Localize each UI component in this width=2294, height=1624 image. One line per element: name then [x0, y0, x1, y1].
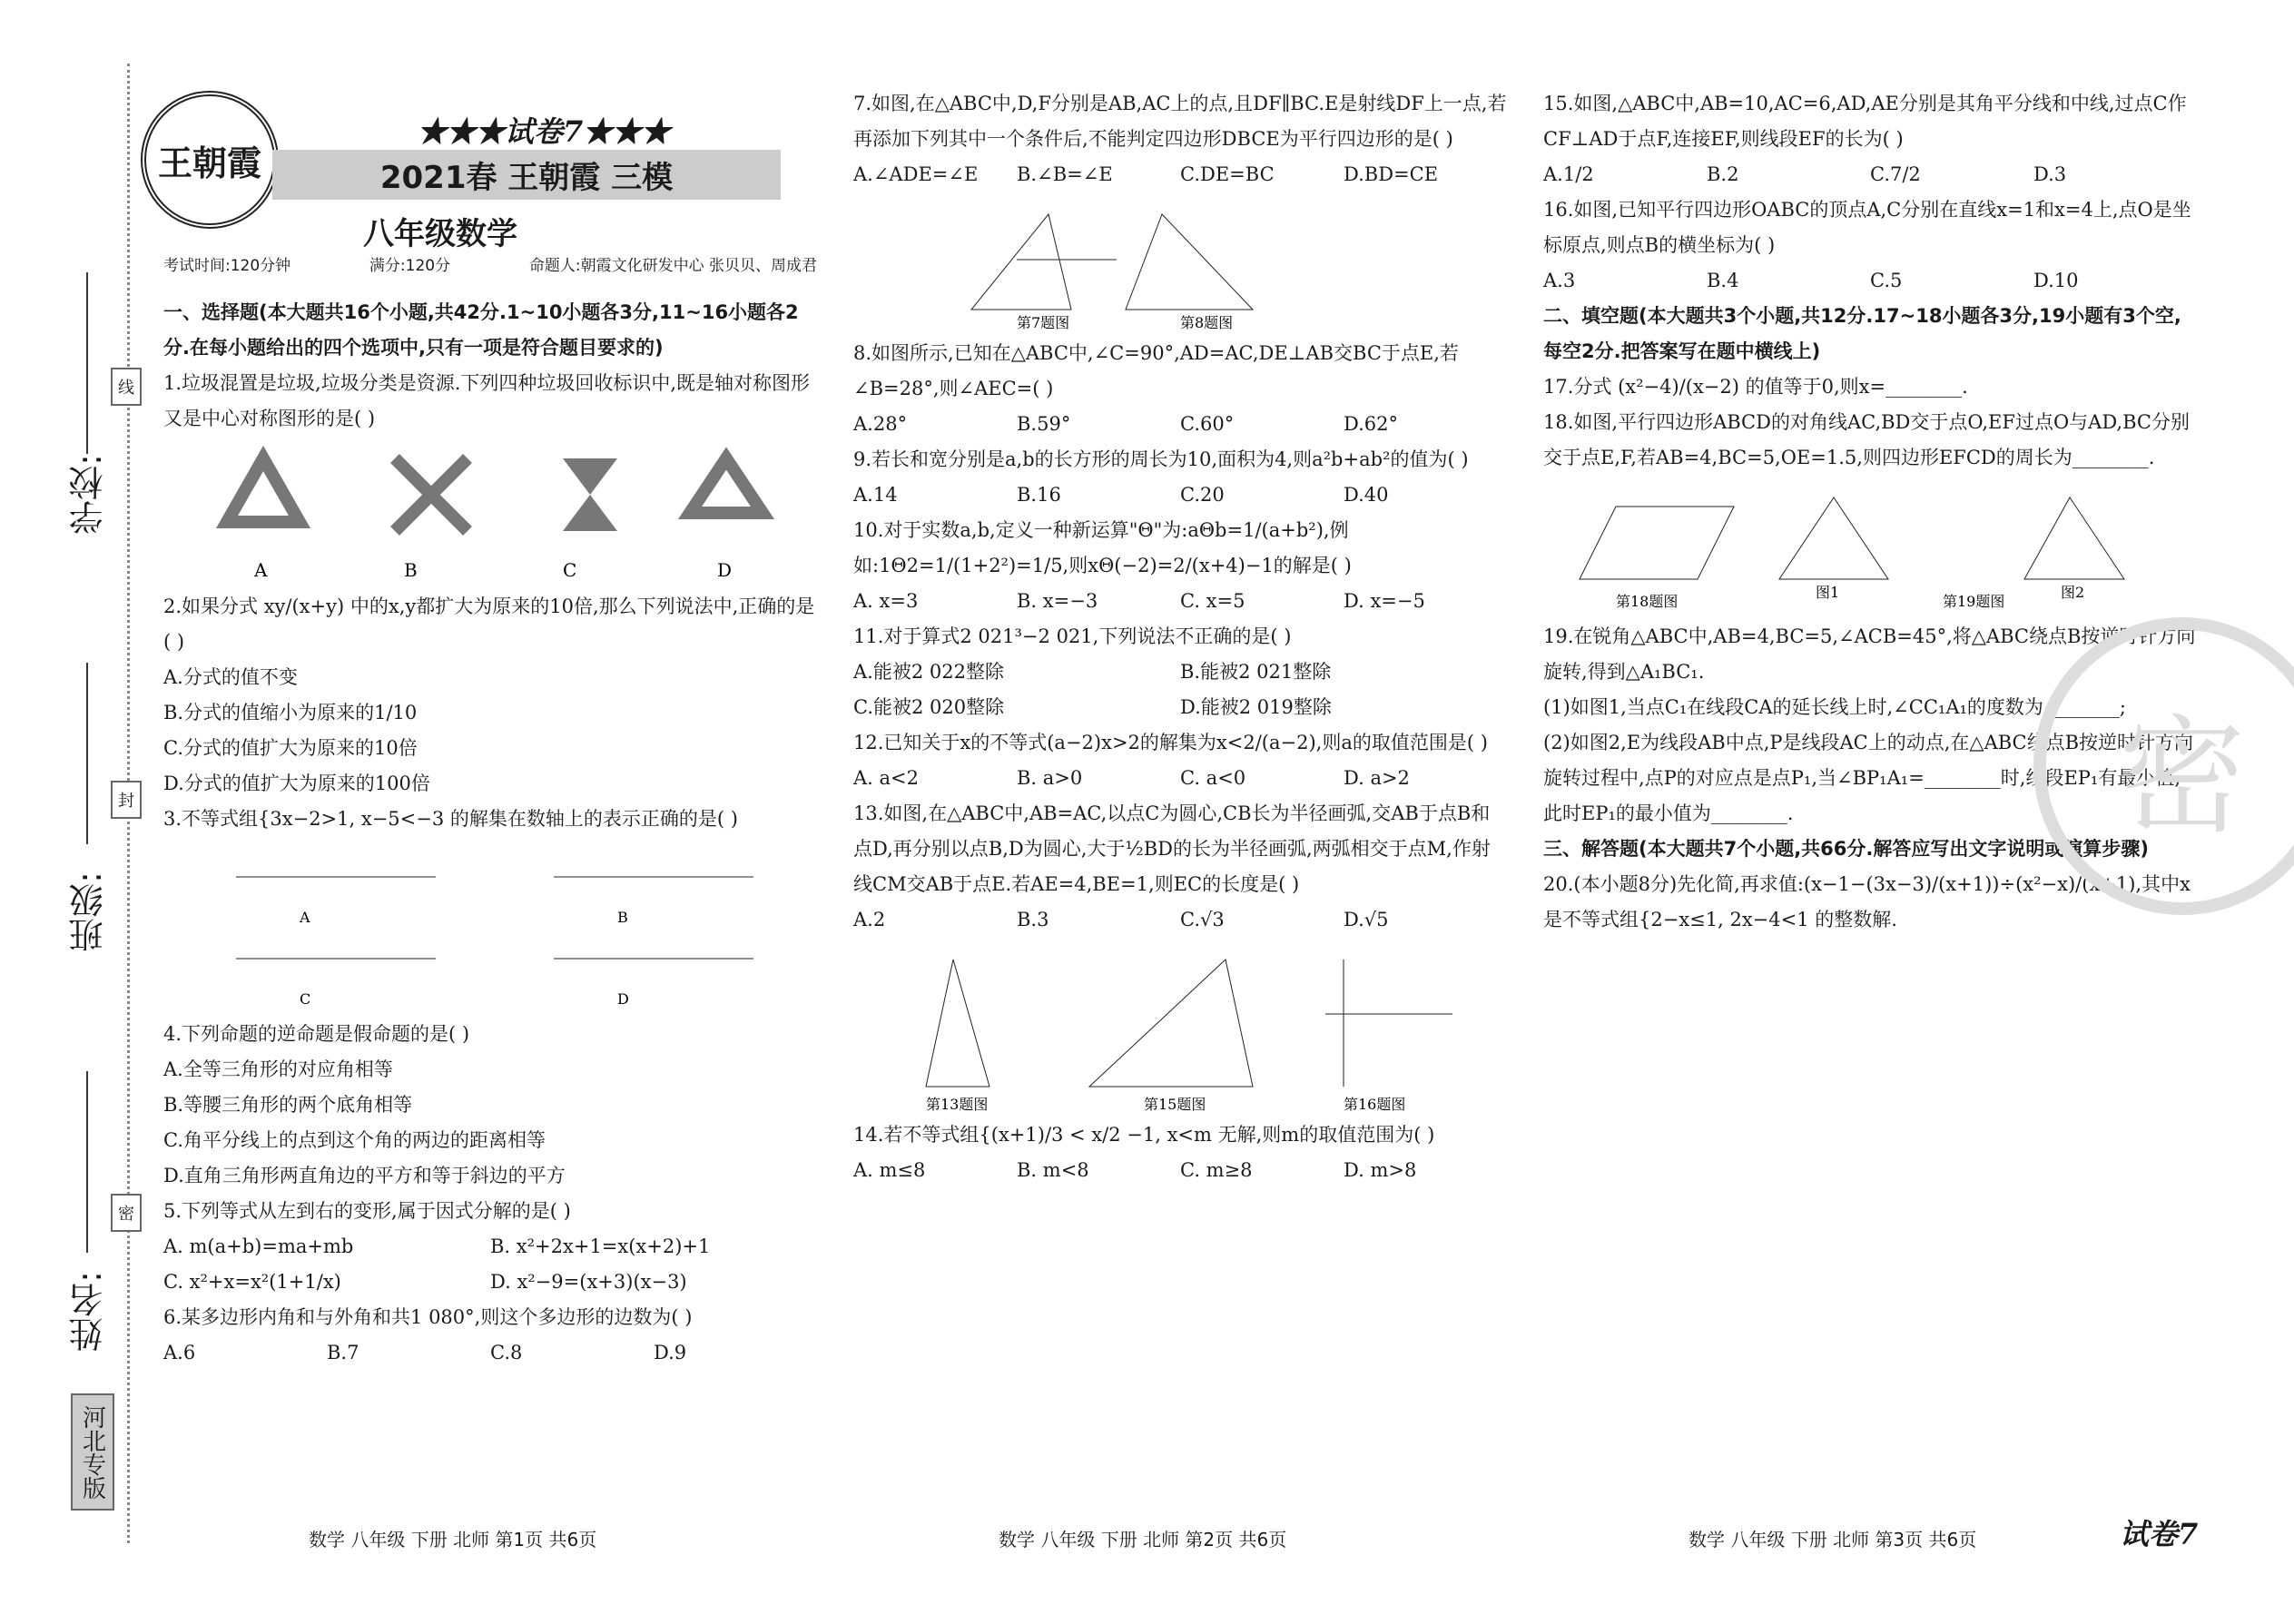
q14-option-a: A. m≤8 [853, 1159, 926, 1181]
question-4: 4.下列命题的逆命题是假命题的是( ) [163, 1023, 470, 1045]
q1-label-b: B [404, 559, 418, 581]
fig8-caption: 第8题图 [1180, 314, 1234, 331]
q9-option-b: B.16 [1017, 484, 1061, 506]
school-label: 学校: [69, 454, 109, 535]
fig15-triangle [1089, 960, 1253, 1087]
exam-meta [163, 252, 817, 275]
q12-option-d: D. a>2 [1344, 767, 1410, 789]
seal-tag-secret: 密 [111, 1194, 142, 1232]
q8-options [853, 407, 1507, 442]
fig13-triangle [926, 960, 989, 1087]
q13-option-b: B.3 [1017, 909, 1049, 930]
figures-7-8 [853, 196, 1507, 332]
question-15: 15.如图,△ABC中,AB=10,AC=6,AD,AE分别是其角平分线和中线,过点C作CF⊥AD于点F,连接EF,则线段EF的长为( ) [1543, 93, 2187, 150]
section-2-heading: 二、填空题(本大题共3个小题,共12分.17~18小题各3分,19小题有3个空,每空2分.把答案写在题中横线上) [1543, 305, 2181, 362]
q2-option-c: C.分式的值扩大为原来的10倍 [163, 737, 418, 759]
q13-option-a: A.2 [853, 909, 886, 930]
fig19a-caption: 图1 [1816, 584, 1840, 601]
footer-page-1: 数学 八年级 下册 北师 第1页 共6页 [309, 1529, 597, 1550]
q7-option-a: A.∠ADE=∠E [853, 163, 979, 185]
question-20: 20.(本小题8分)先化简,再求值:(x−1−(3x−3)/(x+1))÷(x²−x)/(x+1),其中x是不等式组{2−x≤1, 2x−4<1 的整数解. [1543, 873, 2191, 930]
school-line [86, 272, 88, 454]
column-1 [163, 295, 817, 1371]
recycle-icon-c [563, 458, 617, 531]
recycle-icons [163, 440, 817, 586]
q4-options [163, 1052, 817, 1194]
fig16-caption: 第16题图 [1344, 1096, 1406, 1113]
q2-option-d: D.分式的值扩大为原来的100倍 [163, 773, 430, 794]
q1-label-c: C [563, 559, 577, 581]
q4-option-a: A.全等三角形的对应角相等 [163, 1058, 393, 1080]
q12-option-a: A. a<2 [853, 767, 919, 789]
seal-tag-line: 线 [111, 368, 142, 406]
fig15-caption: 第15题图 [1144, 1096, 1206, 1113]
section-3-heading: 三、解答题(本大题共7个小题,共66分.解答应写出文字说明或演算步骤) [1543, 838, 2149, 860]
q15-option-a: A.1/2 [1543, 163, 1594, 185]
q13-option-d: D.√5 [1344, 909, 1389, 930]
question-8: 8.如图所示,已知在△ABC中,∠C=90°,AD=AC,DE⊥AB交BC于点E,若∠B=28°,则∠AEC=( ) [853, 342, 1459, 399]
region-badge: 河北专版 [71, 1393, 114, 1511]
subject-title: 八年级数学 [363, 216, 517, 252]
q1-label-d: D [717, 559, 733, 581]
figures-18-19 [1543, 479, 2197, 615]
q5-option-b: B. x²+2x+1=x(x+2)+1 [490, 1235, 711, 1257]
q12-option-b: B. a>0 [1017, 767, 1083, 789]
fig7-caption: 第7题图 [1017, 314, 1070, 331]
fig18-parallelogram [1580, 507, 1734, 579]
q3-label-d: D [617, 990, 629, 1008]
question-18: 18.如图,平行四边形ABCD的对角线AC,BD交于点O,EF过点O与AD,BC分别交于点E,F,若AB=4,BC=5,OE=1.5,则四边形EFCD的周长为________. [1543, 411, 2190, 468]
fig19-caption: 第19题图 [1943, 593, 2005, 610]
question-19: 19.在锐角△ABC中,AB=4,BC=5,∠ACB=45°,将△ABC绕点B按逆时针方向旋转,得到△A₁BC₁. [1543, 625, 2196, 683]
q15-options [1543, 157, 2197, 192]
q10-option-b: B. x=−3 [1017, 590, 1098, 612]
q10-option-a: A. x=3 [853, 590, 919, 612]
q7-option-c: C.DE=BC [1180, 163, 1275, 185]
q16-options [1543, 263, 2197, 299]
q14-option-b: B. m<8 [1017, 1159, 1089, 1181]
q15-option-b: B.2 [1707, 163, 1739, 185]
q4-option-d: D.直角三角形两直角边的平方和等于斜边的平方 [163, 1165, 566, 1186]
q3-label-a: A [300, 909, 310, 926]
exam-time: 考试时间:120分钟 [163, 257, 291, 275]
q4-option-c: C.角平分线上的点到这个角的两边的距离相等 [163, 1129, 546, 1151]
q9-option-a: A.14 [853, 484, 898, 506]
q15-option-c: C.7/2 [1870, 163, 1921, 185]
recycle-icon-a [227, 458, 300, 522]
q16-option-a: A.3 [1543, 270, 1576, 291]
q5-option-c: C. x²+x=x²(1+1/x) [163, 1271, 341, 1293]
q8-option-d: D.62° [1344, 413, 1398, 435]
column-2 [853, 86, 1507, 1188]
q11-option-c: C.能被2 020整除 [853, 696, 1005, 718]
q13-options [853, 902, 1507, 938]
question-1: 1.垃圾混置是垃圾,垃圾分类是资源.下列四种垃圾回收标识中,既是轴对称图形又是中心对称图形的是( ) [163, 372, 811, 429]
paper-number: ★★★试卷7★★★ [418, 114, 671, 149]
question-7: 7.如图,在△ABC中,D,F分别是AB,AC上的点,且DF∥BC.E是射线DF上一点,若再添加下列其中一个条件后,不能判定四边形DBCE为平行四边形的是( ) [853, 93, 1507, 150]
q2-option-b: B.分式的值缩小为原来的1/10 [163, 702, 418, 723]
q2-option-a: A.分式的值不变 [163, 666, 298, 688]
q10-option-c: C. x=5 [1180, 590, 1245, 612]
fig19b-triangle [2024, 497, 2124, 579]
recycle-icon-d [690, 458, 763, 513]
recycle-icon-b [395, 458, 468, 531]
q7-options [853, 157, 1507, 192]
q6-option-b: B.7 [327, 1342, 359, 1363]
q15-option-d: D.3 [2033, 163, 2067, 185]
q1-label-a: A [254, 559, 268, 581]
q10-option-d: D. x=−5 [1344, 590, 1425, 612]
class-line [86, 663, 88, 844]
question-16: 16.如图,已知平行四边形OABC的顶点A,C分别在直线x=1和x=4上,点O是坐标原点,则点B的横坐标为( ) [1543, 199, 2191, 256]
q7-option-d: D.BD=CE [1344, 163, 1439, 185]
q5-option-d: D. x²−9=(x+3)(x−3) [490, 1271, 687, 1293]
exam-title: 2021春 王朝霞 三模 [272, 150, 781, 200]
q10-options [853, 584, 1507, 619]
q11-options [853, 655, 1507, 725]
section-1-heading: 一、选择题(本大题共16个小题,共42分.1~10小题各3分,11~16小题各2分.在每小题给出的四个选项中,只有一项是符合题目要求的) [163, 301, 799, 359]
q6-option-c: C.8 [490, 1342, 523, 1363]
q12-options [853, 761, 1507, 796]
q16-option-d: D.10 [2033, 270, 2079, 291]
exam-author: 命题人:朝霞文化研发中心 张贝贝、周成君 [528, 257, 817, 275]
figures-13-15-16 [853, 941, 1507, 1114]
question-13: 13.如图,在△ABC中,AB=AC,以点C为圆心,CB长为半径画弧,交AB于点B和点D,再分别以点B,D为圆心,大于½BD的长为半径画弧,两弧相交于点M,作射线CM交AB于点E.若AE=4,BE=1,则EC的长度是( ) [853, 802, 1491, 895]
question-12: 12.已知关于x的不等式(a−2)x>2的解集为x<2/(a−2),则a的取值范围是( ) [853, 732, 1488, 753]
q3-label-c: C [300, 990, 311, 1008]
q5-option-a: A. m(a+b)=ma+mb [163, 1235, 354, 1257]
question-6: 6.某多边形内角和与外角和共1 080°,则这个多边形的边数为( ) [163, 1306, 693, 1328]
q7-option-b: B.∠B=∠E [1017, 163, 1113, 185]
question-9: 9.若长和宽分别是a,b的长方形的周长为10,面积为4,则a²b+ab²的值为( ) [853, 448, 1469, 470]
q6-option-d: D.9 [654, 1342, 687, 1363]
q2-options [163, 660, 817, 802]
q4-option-b: B.等腰三角形的两个底角相等 [163, 1094, 413, 1116]
q11-option-b: B.能被2 021整除 [1180, 661, 1332, 683]
question-17: 17.分式 (x²−4)/(x−2) 的值等于0,则x=________. [1543, 376, 1968, 398]
q5-options [163, 1229, 817, 1300]
fig18-caption: 第18题图 [1616, 593, 1679, 610]
fig13-caption: 第13题图 [926, 1096, 989, 1113]
q16-option-b: B.4 [1707, 270, 1739, 291]
q6-option-a: A.6 [163, 1342, 196, 1363]
question-2: 2.如果分式 xy/(x+y) 中的x,y都扩大为原来的10倍,那么下列说法中,正确的是( ) [163, 595, 815, 653]
question-11: 11.对于算式2 021³−2 021,下列说法不正确的是( ) [853, 625, 1292, 647]
class-label: 班级: [69, 871, 109, 952]
footer-paper-tag: 试卷7 [2120, 1517, 2199, 1551]
exam-score: 满分:120分 [369, 257, 451, 275]
footer-page-2: 数学 八年级 下册 北师 第2页 共6页 [999, 1529, 1287, 1550]
q14-option-c: C. m≥8 [1180, 1159, 1253, 1181]
seal-tag-seal: 封 [111, 781, 142, 819]
question-19-part-2: (2)如图2,E为线段AB中点,P是线段AC上的动点,在△ABC绕点B按逆时针方向旋转过程中,点P的对应点是点P₁,当∠BP₁A₁=________时,线段EP₁有最小值,此时EP₁的最小值为________. [1543, 732, 2194, 824]
fig19a-triangle [1779, 497, 1888, 579]
q12-option-c: C. a<0 [1180, 767, 1246, 789]
fig7-triangle [971, 214, 1071, 310]
footer-page-3: 数学 八年级 下册 北师 第3页 共6页 [1689, 1529, 1977, 1550]
brand-logo: 王朝霞 [141, 91, 279, 229]
q8-option-a: A.28° [853, 413, 908, 435]
question-3: 3.不等式组{3x−2>1, x−5<−3 的解集在数轴上的表示正确的是( ) [163, 808, 738, 830]
q9-option-d: D.40 [1344, 484, 1389, 506]
fig19b-caption: 图2 [2061, 584, 2085, 601]
q14-option-d: D. m>8 [1344, 1159, 1417, 1181]
q11-option-d: D.能被2 019整除 [1180, 696, 1332, 718]
question-14: 14.若不等式组{(x+1)/3 < x/2 −1, x<m 无解,则m的取值范围为( ) [853, 1124, 1435, 1146]
q6-options [163, 1335, 817, 1371]
q8-option-c: C.60° [1180, 413, 1235, 435]
fig8-triangle [1126, 214, 1253, 310]
q14-options [853, 1153, 1507, 1188]
q3-label-b: B [617, 909, 628, 926]
number-lines [163, 841, 817, 1013]
secret-stamp: 密 [2033, 617, 2294, 915]
q9-option-c: C.20 [1180, 484, 1225, 506]
name-line [86, 1071, 88, 1253]
question-5: 5.下列等式从左到右的变形,属于因式分解的是( ) [163, 1200, 571, 1222]
q11-option-a: A.能被2 022整除 [853, 661, 1004, 683]
question-19-part-1: (1)如图1,当点C₁在线段CA的延长线上时,∠CC₁A₁的度数为________; [1543, 696, 2126, 718]
q9-options [853, 477, 1507, 513]
name-label: 姓名: [69, 1271, 109, 1352]
q13-option-c: C.√3 [1180, 909, 1225, 930]
q16-option-c: C.5 [1870, 270, 1903, 291]
question-10: 10.对于实数a,b,定义一种新运算"Θ"为:aΘb=1/(a+b²),例如:1Θ2=1/(1+2²)=1/5,则xΘ(−2)=2/(x+4)−1的解是( ) [853, 519, 1352, 576]
q8-option-b: B.59° [1017, 413, 1071, 435]
